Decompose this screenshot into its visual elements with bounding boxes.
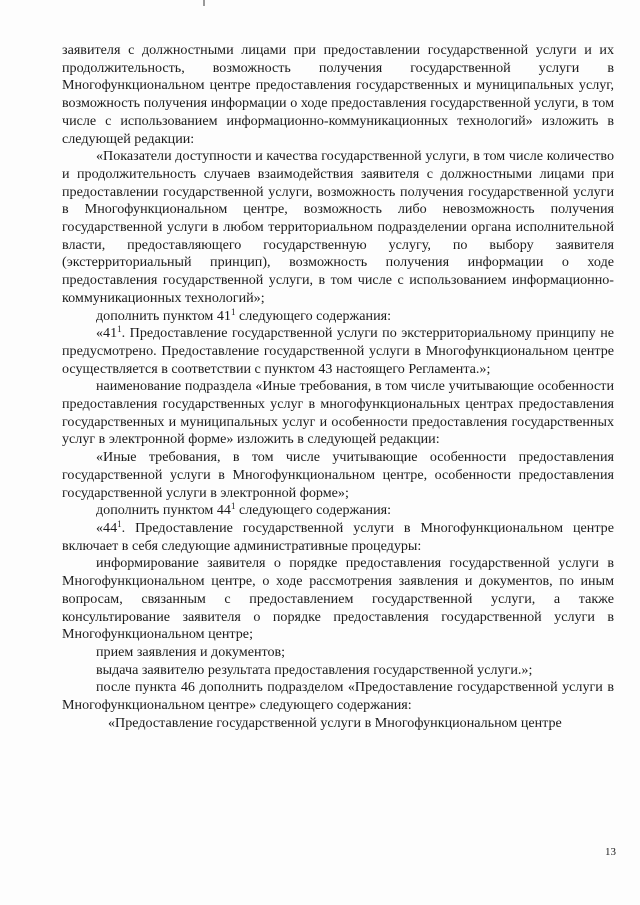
paragraph-4-lead: «41	[96, 325, 118, 342]
paragraph-12: после пункта 46 дополнить подразделом «Предоставление государственной услуги в Многофункциональном центре» следующего содержания:	[62, 679, 614, 714]
superscript: 1	[230, 306, 236, 317]
superscript: 1	[117, 518, 122, 529]
superscript: 1	[230, 501, 236, 512]
paragraph-7	[62, 502, 614, 520]
paragraph-8-tail: . Предоставление государственной услуги в Многофункциональном центре включает в себя следующие административные процедуры:	[62, 519, 614, 554]
paragraph-4-tail: . Предоставление государственной услуги по экстерриториальному принципу не предусмотрено. Предоставление государственной услуги в Многофункциональном центре осуществляется в соответствии с пунктом 43 настоящего Регламента.»;	[62, 325, 614, 377]
paragraph-5: наименование подраздела «Иные требования, в том числе учитывающие особенности предоставления государственных услуг в многофункциональных центрах предоставления государственных и муниципальных услуг и особенности предоставления государственных услуг в электронной форме» изложить в следующей редакции:	[62, 378, 614, 448]
paragraph-9: информирование заявителя о порядке предоставления государственной услуги в Многофункциональном центре, о ходе рассмотрения заявления и документов, по иным вопросам, связанным с предоставлением государственной услуги, а также консультирование заявителя о порядке предоставления государственной услуги в Многофункциональном центре;	[62, 555, 614, 643]
paragraph-7-lead: дополнить пунктом 44	[96, 502, 231, 519]
paragraph-8	[62, 520, 614, 555]
paragraph-11: выдача заявителю результата предоставления государственной услуги.»;	[96, 661, 533, 678]
paragraph-1: заявителя с должностными лицами при предоставлении государственной услуги и их продолжительность, возможность получения государственной услуги в Многофункциональном центре предоставления государственных и муниципальных услуг, возможность получения информации о ходе предоставления государственной услуги, в том числе с использованием информационно-коммуникационных технологий» изложить в следующей редакции:	[62, 42, 614, 147]
paragraph-4	[62, 325, 614, 378]
paragraph-3	[62, 308, 614, 326]
paragraph-3-lead: дополнить пунктом 41	[96, 307, 231, 324]
paragraph-7-tail: следующего содержания:	[235, 502, 392, 519]
document-body	[62, 42, 614, 732]
paragraph-2: «Показатели доступности и качества государственной услуги, в том числе количество и продолжительность случаев взаимодействия заявителя с должностными лицами при предоставлении государственной услуги, возможность получения государственной услуги в Многофункциональном центре, возможность либо невозможность получения государственной услуги в любом территориальном подразделении органа исполнительной власти, предоставляющего государственную услугу, по выбору заявителя (экстерриториальный принцип), возможность получения информации о ходе предоставления государственной услуги, в том числе с использованием информационно-коммуникационных технологий»;	[62, 148, 614, 306]
paragraph-13: «Предоставление государственной услуги в Многофункциональном центре	[108, 714, 562, 731]
paragraph-8-lead: «44	[96, 519, 118, 536]
paragraph-10: прием заявления и документов;	[96, 643, 286, 660]
paragraph-3-tail: следующего содержания:	[235, 307, 392, 324]
page-number: 13	[605, 846, 616, 858]
scan-artifact	[203, 0, 205, 6]
superscript: 1	[117, 324, 122, 335]
paragraph-6: «Иные требования, в том числе учитывающие особенности предоставления государственной услуги в Многофункциональном центре, особенности предоставления государственной услуги в электронной форме»;	[62, 449, 614, 501]
